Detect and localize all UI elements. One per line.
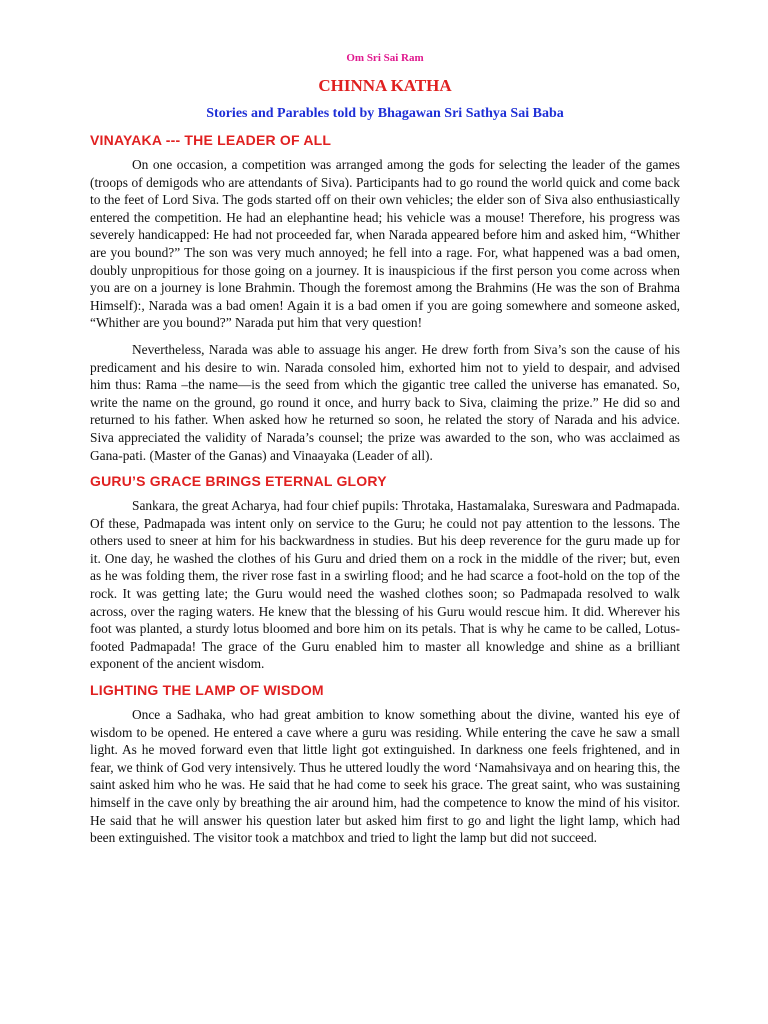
paragraph: Once a Sadhaka, who had great ambition to know something about the divine, wanted his eye of wisdom to be opened. He entered a cave where a guru was residing. While entering the cave he saw a small light. As he moved forward even that little light got extinguished. In darkness one feels frightened, and in fear, we think of God very intensively. Thus he uttered loudly the word ‘Namahsivaya and on hearing this, the saint asked him who he was. He said that he had come to seek his grace. The great saint, who was sustaining himself in the cave only by breathing the air around him, had the competence to know the mind of his visitor. He said that he will answer his question later but asked him first to go and light the light lamp, which had been extinguished. The visitor took a matchbox and tried to light the lamp but did not succeed. [90, 707, 680, 846]
paragraph: On one occasion, a competition was arranged among the gods for selecting the leader of the games (troops of demigods who are attendants of Siva). Participants had to go round the world quick and come back to the feet of Lord Siva. The gods started off on their own vehicles; the elder son of Siva also enthusiastically entered the competition. He had an elephantine head; his vehicle was a mouse! Therefore, his progress was severely handicapped: He had not proceeded far, when Narada appeared before him and asked him, “Whither are you bound?” The son was very much annoyed; he fell into a rage. For, what happened was a bad omen, doubly unpropitious for those going on a journey. It is inauspicious if the first person you come across when you are on a journey is lone Brahmin. Though the foremost among the Brahmins (He was the son of Brahma Himself):, Narada was a bad omen! Again it is a bad omen if you are going somewhere and someone asked, “Whither are you bound?” Narada put him that very question! [90, 157, 680, 331]
section-vinayaka [90, 132, 680, 464]
section-heading: LIGHTING THE LAMP OF WISDOM [90, 682, 324, 699]
paragraph: Sankara, the great Acharya, had four chief pupils: Throtaka, Hastamalaka, Sureswara and Padmapada. Of these, Padmapada was intent only on service to the Guru; he could not pay attention to the lessons. The others used to sneer at him for his backwardness in studies. But his deep reverence for the guru made up for it. One day, he washed the clothes of his Guru and dried them on a rock in the middle of the river; but, even as he was folding them, the river rose fast in a swirling flood; and he had scarce a foot-hold on the top of the rock. It was getting late; the Guru would need the washed clothes soon; so Padmapada resolved to walk across, over the raging waters. He knew that the blessing of his Guru would rescue him. It did. Wherever his foot was planted, a sturdy lotus bloomed and bore him on its petals. That is why he came to be called, Lotus-footed Padmapada! The grace of the Guru enabled him to master all knowledge and shine as a brilliant exponent of the ancient wisdom. [90, 498, 680, 672]
document-title: CHINNA KATHA [318, 76, 452, 95]
section-heading: GURU’S GRACE BRINGS ETERNAL GLORY [90, 473, 387, 490]
section-lamp-of-wisdom [90, 682, 680, 847]
section-heading: VINAYAKA --- THE LEADER OF ALL [90, 132, 332, 148]
section-gurus-grace [90, 473, 680, 673]
paragraph: Nevertheless, Narada was able to assuage his anger. He drew forth from Siva’s son the cause of his predicament and his desire to win. Narada consoled him, exhorted him not to yield to despair, and advised him thus: Rama –the name—is the seed from which the gigantic tree called the universe has emanated. So, write the name on the ground, go round it once, and hurry back to Siva, claiming the prize.” He did so and returned to his father. When asked how he returned so soon, he related the story of Narada and his advice. Siva appreciated the validity of Narada’s counsel; the prize was awarded to the son, who was acclaimed as Gana-pati. (Master of the Ganas) and Vinaayaka (Leader of all). [90, 341, 680, 463]
document-subtitle: Stories and Parables told by Bhagawan Sri Sathya Sai Baba [206, 106, 564, 121]
invocation-line: Om Sri Sai Ram [346, 52, 424, 64]
